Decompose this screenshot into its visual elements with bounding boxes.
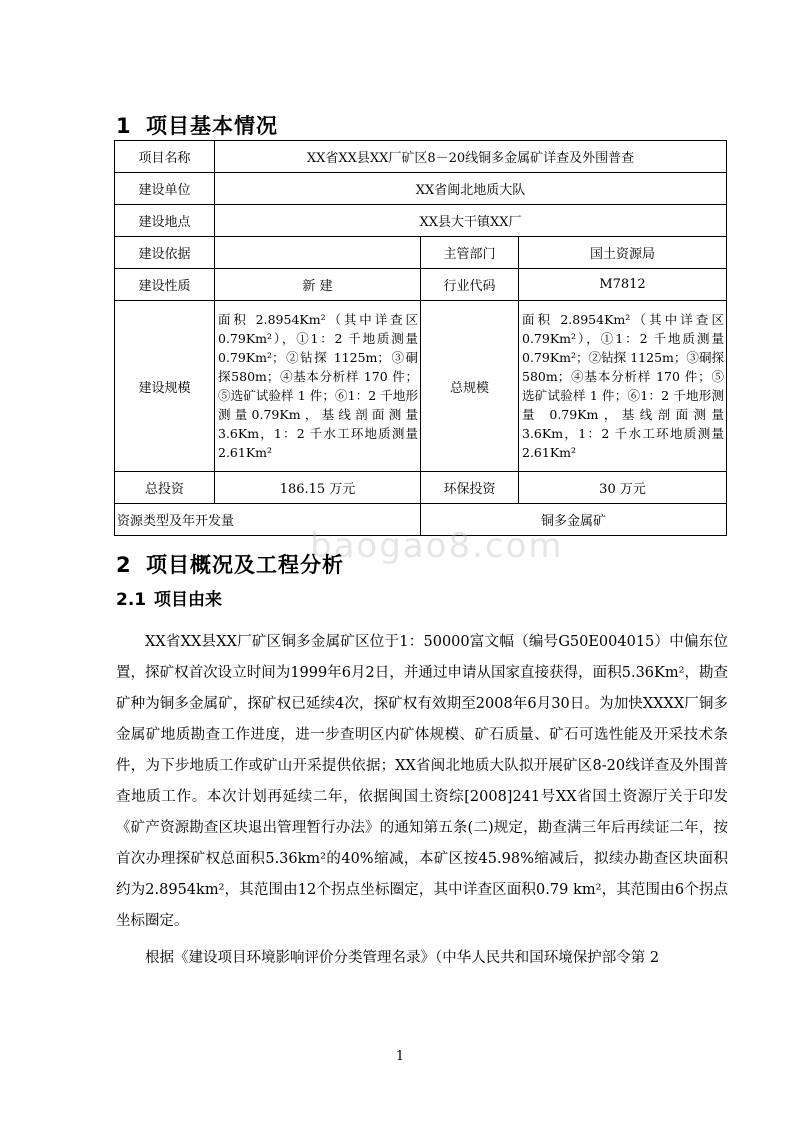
table-row (115, 173, 727, 205)
section-2-1-number: 2.1 (116, 590, 147, 610)
section-2-number: 2 (116, 553, 132, 577)
competent-dept-value: 国土资源局 (519, 237, 727, 269)
construction-basis-value (215, 237, 421, 269)
construction-basis-label: 建设依据 (115, 237, 215, 269)
construction-site-label: 建设地点 (115, 205, 215, 237)
project-name-label: 项目名称 (115, 141, 215, 173)
total-investment-value: 186.15 万元 (215, 472, 421, 504)
section-1-title: 项目基本情况 (146, 114, 278, 138)
body-text (116, 627, 728, 974)
resource-type-label: 资源类型及年开发量 (115, 504, 421, 536)
construction-unit-value: XX省闽北地质大队 (215, 173, 727, 205)
construction-nature-value: 新 建 (215, 269, 421, 301)
competent-dept-label: 主管部门 (421, 237, 519, 269)
section-1-number: 1 (116, 114, 132, 138)
construction-scale-label: 建设规模 (115, 301, 215, 472)
section-1-heading (116, 110, 278, 140)
paragraph: 根据《建设项目环境影响评价分类管理名录》（中华人民共和国环境保护部令第 2 (145, 950, 660, 966)
section-2-title: 项目概况及工程分析 (146, 553, 344, 577)
page-number: 1 (395, 1049, 405, 1064)
paragraph: XX省XX县XX厂矿区铜多金属矿区位于1：50000富文幅（编号G50E004015）中偏东位置，探矿权首次设立时间为1999年6月2日，并通过申请从国家直接获得，面积5.36Km²，勘查矿种为铜多金属矿，探矿权已延续4次，探矿权有效期至2008年6月30日。为加快XXXX厂铜多金属矿地质勘查工作进度，进一步查明区内矿体规模、矿石质量、矿石可选性能及开采技术条件，为下步地质工作或矿山开采提供依据；XX省闽北地质大队拟开展矿区8-20线详查及外围普查地质工作。本次计划再延续二年，依据闽国土资综[2008]241号XX省国土资源厅关于印发《矿产资源勘查区块退出管理暂行办法》的通知第五条(二)规定，勘查满三年后再续证二年，按首次办理探矿权总面积5.36km²的40%缩减，本矿区按45.98%缩减后，拟续办勘查区块面积约为2.8954km²，其范围由12个拐点坐标圈定，其中详查区面积0.79 km²，其范围由6个拐点坐标圈定。 (116, 634, 728, 929)
total-scale-value: 面积 2.8954Km²（其中详查区0.79Km²），①1：2 千地质测量0.79Km²；②钻探 1125m；③硐探580m；④基本分析样 170 件；⑤选矿试验样 1 件；⑥1：2 千地形测量 0.79Km，基线剖面测量3.6Km，1：2 千水工环地质测量2.61Km² (519, 301, 727, 472)
table-row (115, 472, 727, 504)
total-scale-label: 总规模 (421, 301, 519, 472)
industry-code-value: M7812 (519, 269, 727, 301)
table-row (115, 141, 727, 173)
total-investment-label: 总投资 (115, 472, 215, 504)
project-name-value: XX省XX县XX厂矿区8－20线铜多金属矿详查及外围普查 (215, 141, 727, 173)
section-2-1-title: 项目由来 (154, 590, 222, 610)
table-row (115, 205, 727, 237)
resource-type-value: 铜多金属矿 (421, 504, 727, 536)
industry-code-label: 行业代码 (421, 269, 519, 301)
table-row (115, 301, 727, 472)
section-2-1-heading (116, 585, 222, 610)
construction-nature-label: 建设性质 (115, 269, 215, 301)
watermark: baogao8.com (310, 526, 564, 566)
construction-site-value: XX县大干镇XX厂 (215, 205, 727, 237)
construction-scale-value: 面积 2.8954Km²（其中详查区0.79Km²），①1：2 千地质测量0.79Km²；②钻探 1125m；③硐探580m；④基本分析样 170 件；⑤选矿试验样 1 件；⑥1：2 千地形测量0.79Km，基线剖面测量 3.6Km，1：2 千水工环地质测量 2.61Km² (215, 301, 421, 472)
table-row (115, 237, 727, 269)
project-info-table (114, 140, 727, 536)
env-investment-value: 30 万元 (519, 472, 727, 504)
env-investment-label: 环保投资 (421, 472, 519, 504)
section-2-heading (116, 549, 344, 579)
construction-unit-label: 建设单位 (115, 173, 215, 205)
table-row (115, 269, 727, 301)
